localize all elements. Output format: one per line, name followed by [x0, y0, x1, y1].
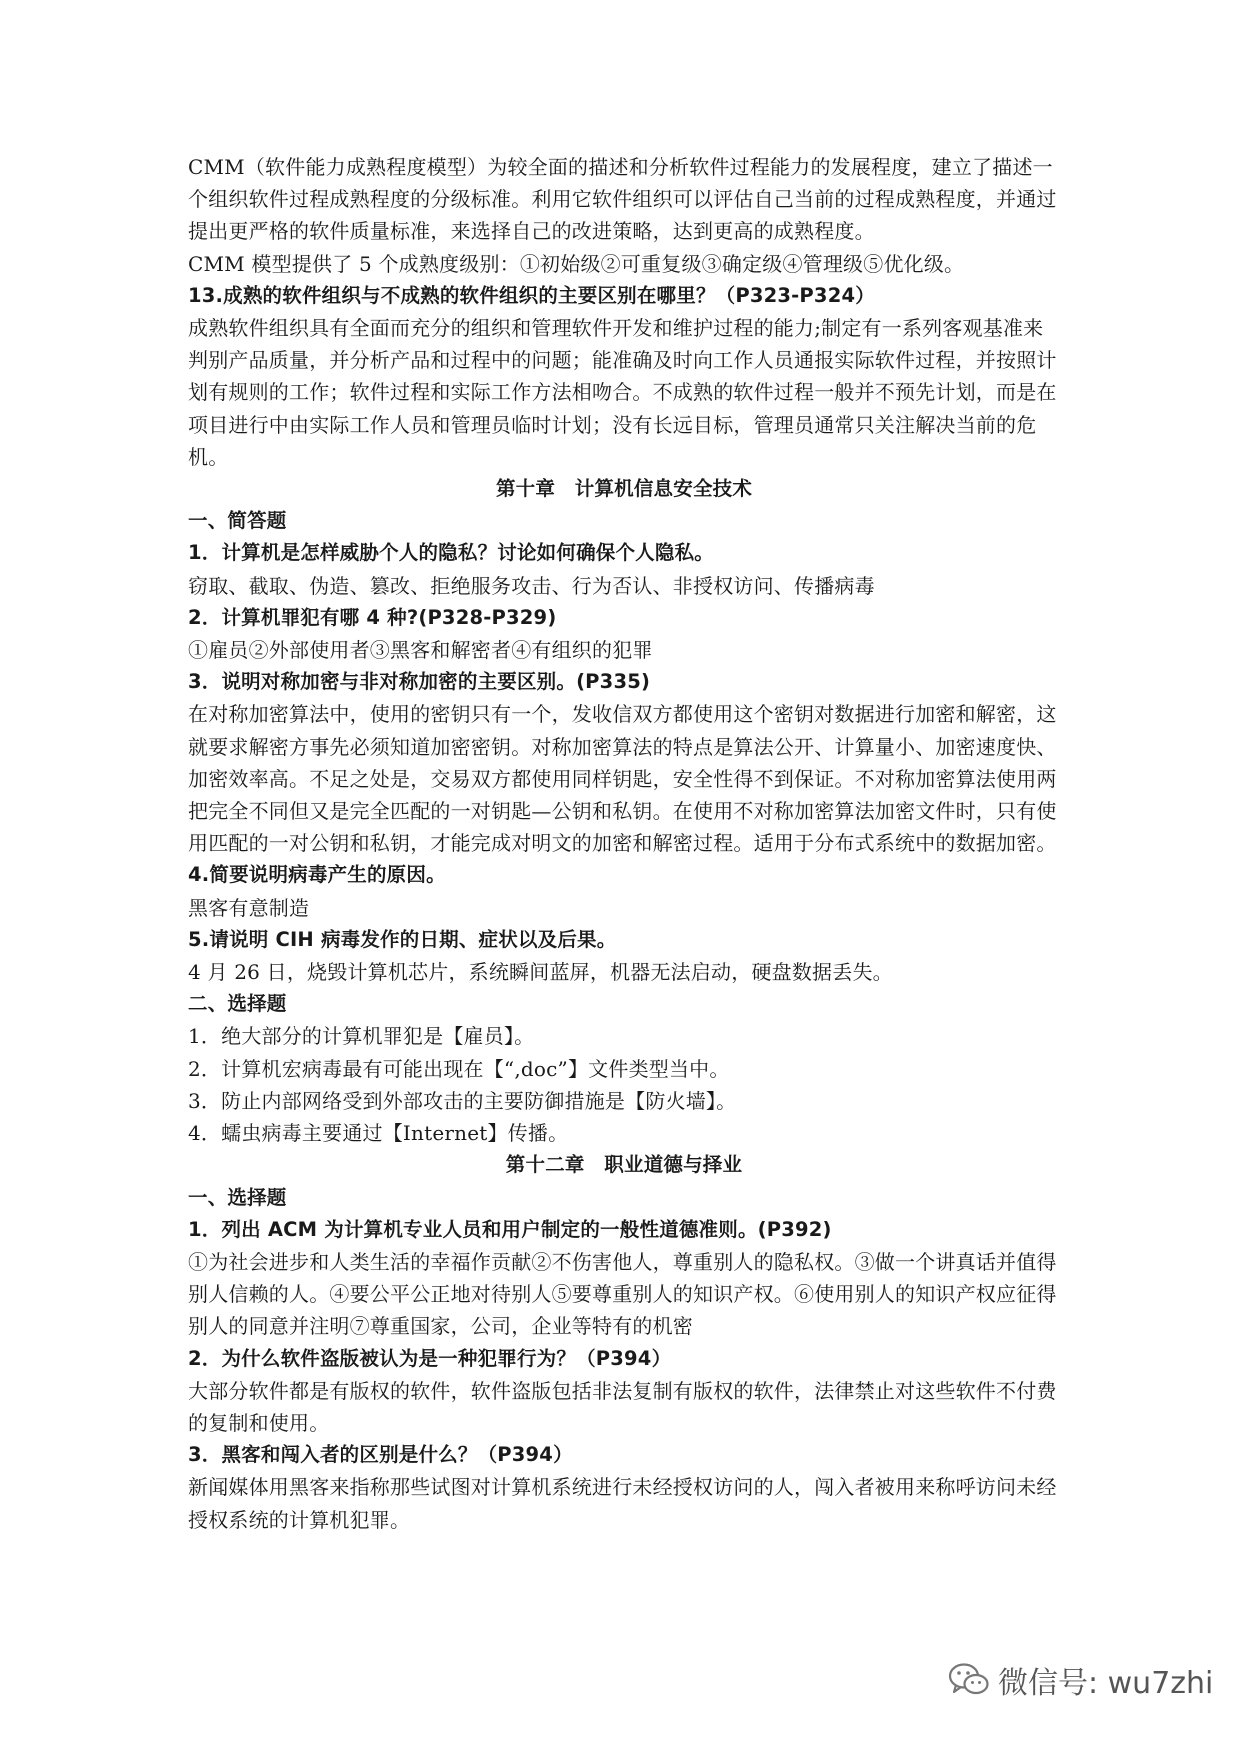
- ch10-section-choice: 二、选择题: [188, 992, 287, 1016]
- ch12-section-choice: 一、选择题: [188, 1185, 287, 1209]
- ch10-choice-3: 3．防止内部网络受到外部攻击的主要防御措施是【防火墙】。: [188, 1088, 737, 1113]
- ch10-answer-3: 在对称加密算法中，使用的密钥只有一个，发收信双方都使用这个密钥对数据进行加密和解密，这就要求解密方事先必须知道加密密钥。对称加密算法的特点是算法公开、计算量小、加密速度快、加密效率高。不足之处是，交易双方都使用同样钥匙，安全性得不到保证。不对称加密算法使用两把完全不同但又是完全匹配的一对钥匙—公钥和私钥。在使用不对称加密算法加密文件时，只有使用匹配的一对公钥和私钥，才能完成对明文的加密和解密过程。适用于分布式系统中的数据加密。: [188, 702, 1057, 856]
- watermark: [948, 1660, 1213, 1700]
- ch10-answer-4: 黑客有意制造: [188, 895, 310, 920]
- cmm-levels: CMM 模型提供了 5 个成熟度级别：①初始级②可重复级③确定级④管理级⑤优化级。: [188, 251, 965, 276]
- answer-13: 成熟软件组织具有全面而充分的组织和管理软件开发和维护过程的能力;制定有一系列客观基准来判别产品质量，并分析产品和过程中的问题；能准确及时向工作人员通报实际软件过程，并按照计划有规则的工作；软件过程和实际工作方法相吻合。不成熟的软件过程一般并不预先计划，而是在项目进行中由实际工作人员和管理员临时计划；没有长远目标，管理员通常只关注解决当前的危机。: [188, 316, 1057, 469]
- ch10-choice-4: 4．蠕虫病毒主要通过【Internet】传播。: [188, 1121, 569, 1146]
- chapter-12-title: 第十二章 职业道德与择业: [505, 1153, 743, 1177]
- ch10-answer-1: 窃取、截取、伪造、篡改、拒绝服务攻击、行为否认、非授权访问、传播病毒: [188, 573, 875, 598]
- ch12-answer-2: 大部分软件都是有版权的软件，软件盗版包括非法复制有版权的软件，法律禁止对这些软件不付费的复制和使用。: [188, 1378, 1057, 1435]
- wechat-icon: [948, 1662, 990, 1698]
- ch10-question-2: 2．计算机罪犯有哪 4 种?(P328-P329): [188, 605, 557, 629]
- ch10-answer-5: 4 月 26 日，烧毁计算机芯片，系统瞬间蓝屏，机器无法启动，硬盘数据丢失。: [188, 960, 893, 985]
- ch10-answer-2: ①雇员②外部使用者③黑客和解密者④有组织的犯罪: [188, 638, 653, 663]
- ch10-choice-2: 2．计算机宏病毒最有可能出现在【“,doc”】文件类型当中。: [188, 1056, 730, 1081]
- cmm-paragraph: CMM（软件能力成熟程度模型）为较全面的描述和分析软件过程能力的发展程度，建立了描述一个组织软件过程成熟程度的分级标准。利用它软件组织可以评估自己当前的过程成熟程度，并通过提出更严格的软件质量标准，来选择自己的改进策略，达到更高的成熟程度。: [188, 155, 1057, 244]
- ch10-question-5: 5.请说明 CIH 病毒发作的日期、症状以及后果。: [188, 927, 617, 951]
- ch12-question-2: 2．为什么软件盗版被认为是一种犯罪行为？（P394）: [188, 1346, 672, 1370]
- ch10-question-3: 3．说明对称加密与非对称加密的主要区别。(P335): [188, 670, 651, 694]
- ch10-question-4: 4.简要说明病毒产生的原因。: [188, 863, 446, 887]
- document-page: [188, 151, 1060, 1536]
- chapter-10-title: 第十章 计算机信息安全技术: [495, 477, 753, 501]
- watermark-text: 微信号: wu7zhi: [998, 1666, 1214, 1701]
- ch10-question-1: 1．计算机是怎样威胁个人的隐私？讨论如何确保个人隐私。: [188, 541, 714, 565]
- ch12-question-3: 3．黑客和闯入者的区别是什么？（P394）: [188, 1443, 573, 1467]
- ch10-section-short-answer: 一、简答题: [188, 509, 287, 533]
- ch12-answer-3: 新闻媒体用黑客来指称那些试图对计算机系统进行未经授权访问的人，闯入者被用来称呼访问未经授权系统的计算机犯罪。: [188, 1475, 1057, 1532]
- ch10-choice-1: 1．绝大部分的计算机罪犯是【雇员】。: [188, 1024, 535, 1049]
- question-13: 13.成熟的软件组织与不成熟的软件组织的主要区别在哪里？（P323-P324）: [188, 283, 875, 307]
- ch12-answer-1: ①为社会进步和人类生活的幸福作贡献②不伤害他人，尊重别人的隐私权。③做一个讲真话并值得别人信赖的人。④要公平公正地对待别人⑤要尊重别人的知识产权。⑥使用别人的知识产权应征得别人的同意并注明⑦尊重国家，公司，企业等特有的机密: [188, 1249, 1057, 1339]
- ch12-question-1: 1．列出 ACM 为计算机专业人员和用户制定的一般性道德准则。(P392): [188, 1217, 832, 1241]
